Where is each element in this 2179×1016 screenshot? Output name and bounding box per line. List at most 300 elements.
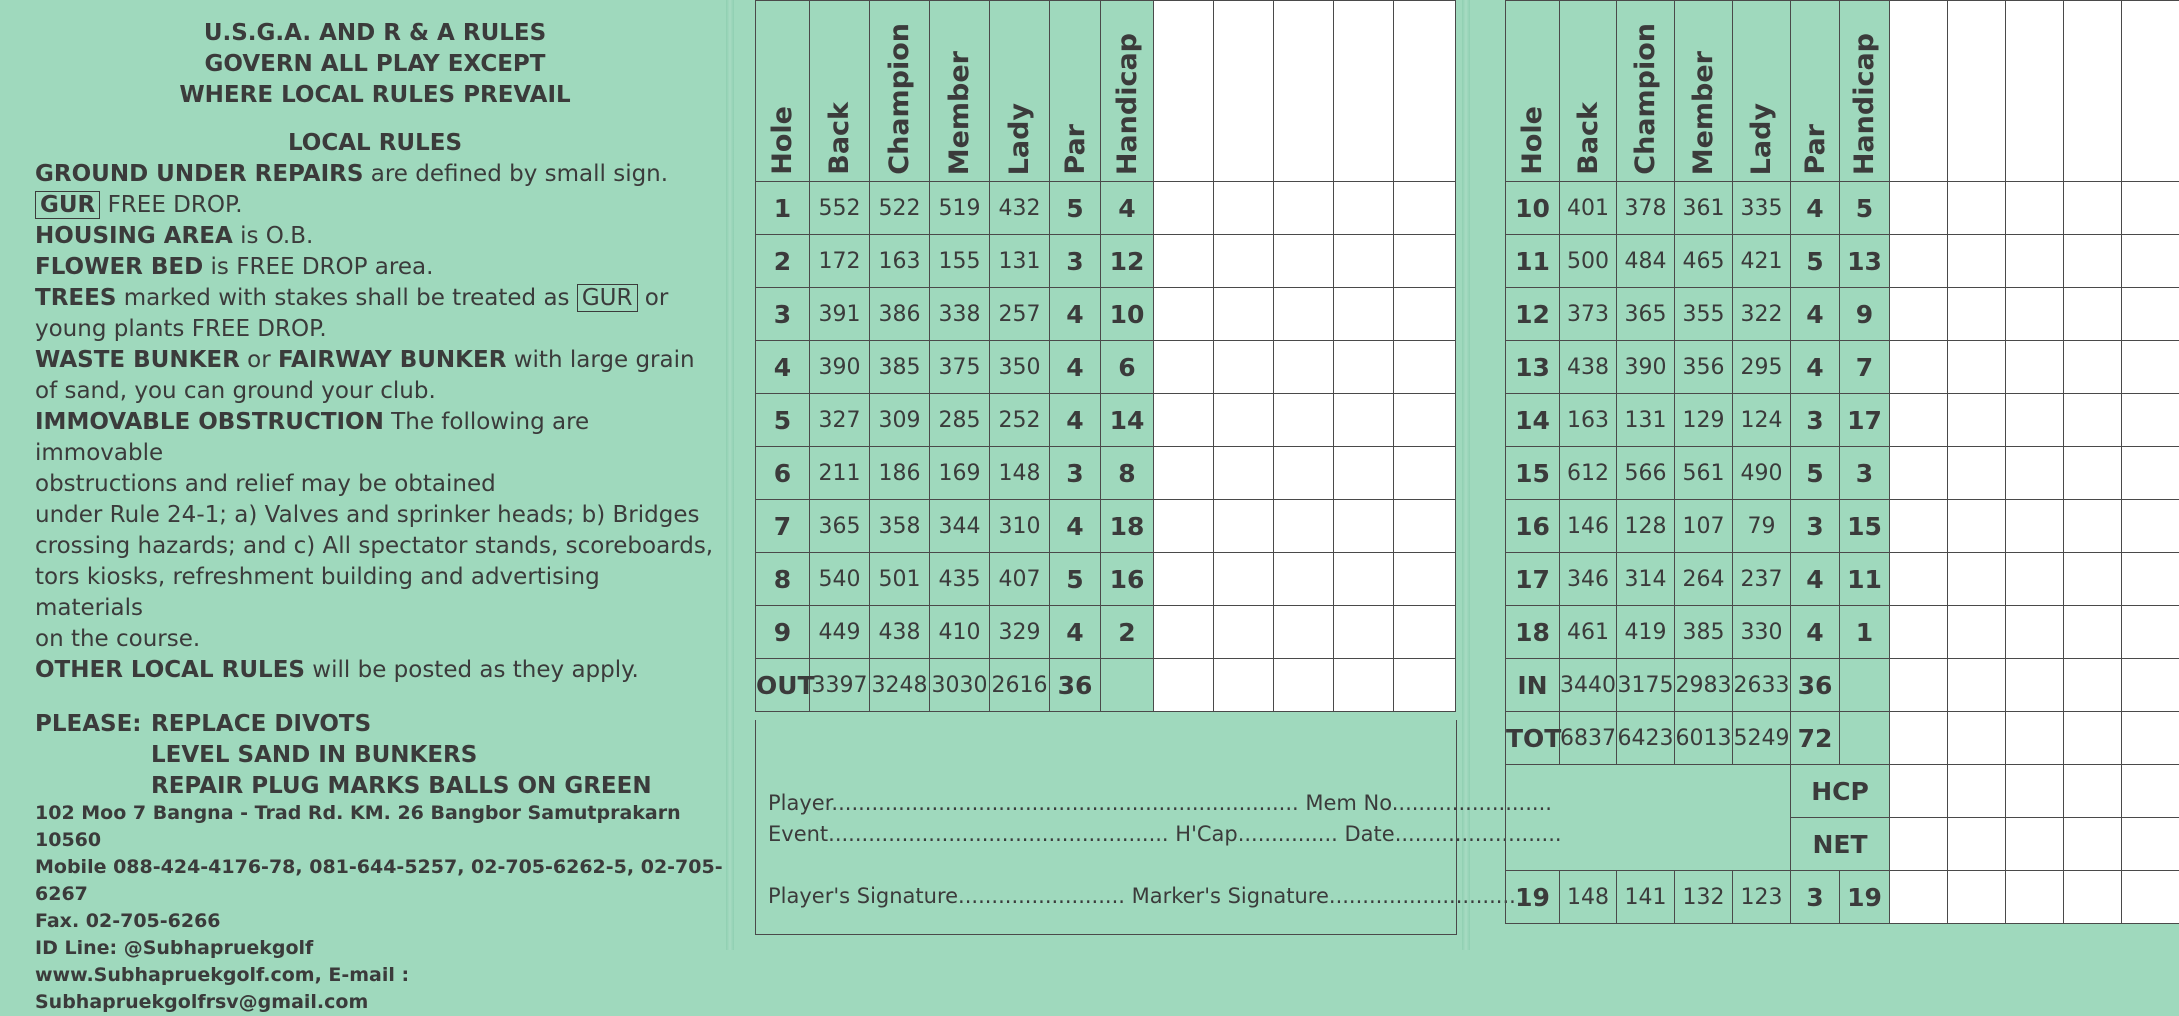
cell-back: 365 (810, 500, 870, 553)
cell-member: 155 (930, 235, 990, 288)
please-item: LEVEL SAND IN BUNKERS (35, 740, 715, 771)
cell-lady: 124 (1733, 394, 1791, 447)
cell-handicap: 4 (1101, 182, 1154, 235)
hole-row (1506, 659, 2179, 712)
address-line: ID Line: @Subhapruekgolf (35, 935, 725, 962)
cell-handicap (1101, 659, 1154, 712)
score-cell[interactable] (1394, 659, 1456, 712)
cell-lady: 148 (990, 447, 1050, 500)
cell-champion: 484 (1617, 235, 1675, 288)
score-cell[interactable] (1214, 606, 1274, 659)
cell-lady: 237 (1733, 553, 1791, 606)
rule-label: HOUSING AREA (35, 223, 233, 249)
cell-lady: 310 (990, 500, 1050, 553)
score-header-cell[interactable] (1214, 1, 1274, 182)
score-cell[interactable] (1214, 288, 1274, 341)
score-cell[interactable] (1890, 500, 1948, 553)
cell-lady: 2616 (990, 659, 1050, 712)
cell-champion: 128 (1617, 500, 1675, 553)
cell-back: 327 (810, 394, 870, 447)
cell-handicap: 15 (1840, 500, 1890, 553)
cell-handicap: 12 (1101, 235, 1154, 288)
score-cell[interactable] (1154, 288, 1214, 341)
score-cell[interactable] (1948, 553, 2006, 606)
cell-back: 211 (810, 447, 870, 500)
score-cell[interactable] (2122, 659, 2179, 712)
score-cell[interactable] (1154, 447, 1214, 500)
score-cell[interactable] (1948, 818, 2006, 871)
hole-row (756, 394, 1456, 447)
cell-hole: 3 (756, 288, 810, 341)
score-cell[interactable] (2006, 765, 2064, 818)
signature-field[interactable]: Player's Signature......................... Marker's Signature............................ (768, 884, 1516, 908)
score-header-cell[interactable] (1890, 1, 1948, 182)
score-cell[interactable] (2006, 235, 2064, 288)
gur-sign: GUR (35, 191, 100, 219)
score-cell[interactable] (1948, 500, 2006, 553)
score-cell[interactable] (2064, 553, 2122, 606)
cell-par: 5 (1791, 235, 1840, 288)
cell-handicap: 7 (1840, 341, 1890, 394)
score-cell[interactable] (1274, 394, 1334, 447)
score-cell[interactable] (1274, 288, 1334, 341)
score-cell[interactable] (2064, 712, 2122, 765)
cell-back: 391 (810, 288, 870, 341)
score-cell[interactable] (2122, 235, 2179, 288)
score-cell[interactable] (1214, 659, 1274, 712)
rule-label: FLOWER BED (35, 254, 203, 280)
cell-lady: 5249 (1733, 712, 1791, 765)
column-header-back (1560, 1, 1617, 182)
score-cell[interactable] (1334, 553, 1394, 606)
cell-back: 540 (810, 553, 870, 606)
hole-row (756, 341, 1456, 394)
cell-handicap: 18 (1101, 500, 1154, 553)
score-cell[interactable] (1890, 394, 1948, 447)
cell-lady: 79 (1733, 500, 1791, 553)
score-cell[interactable] (1890, 553, 1948, 606)
score-cell[interactable] (1154, 341, 1214, 394)
cell-back: 146 (1560, 500, 1617, 553)
gur-sign: GUR (577, 284, 638, 312)
cell-lady: 252 (990, 394, 1050, 447)
score-header-cell[interactable] (2064, 1, 2122, 182)
cell-champion: 386 (870, 288, 930, 341)
column-header-label: Back (824, 94, 855, 175)
cell-member: 355 (1675, 288, 1733, 341)
cell-back: 163 (1560, 394, 1617, 447)
course-address (35, 800, 725, 1016)
score-cell[interactable] (1334, 235, 1394, 288)
cell-champion: 309 (870, 394, 930, 447)
cell-hole: 2 (756, 235, 810, 288)
rule-line: tors kiosks, refreshment building and advertising materials (35, 562, 715, 624)
cell-hole: 18 (1506, 606, 1560, 659)
score-cell[interactable] (1890, 606, 1948, 659)
score-cell[interactable] (2006, 712, 2064, 765)
score-cell[interactable] (2006, 659, 2064, 712)
score-cell[interactable] (2064, 818, 2122, 871)
cell-hole: OUT (756, 659, 810, 712)
score-cell[interactable] (1890, 235, 1948, 288)
cell-lady: 335 (1733, 182, 1791, 235)
player-field[interactable]: Player...................................................................... Mem No........................ (768, 791, 1552, 815)
cell-back: 552 (810, 182, 870, 235)
score-cell[interactable] (1890, 341, 1948, 394)
rule-text: The following are immovable (35, 409, 589, 466)
cell-lady: 350 (990, 341, 1050, 394)
score-cell[interactable] (1394, 606, 1456, 659)
score-cell[interactable] (1214, 235, 1274, 288)
score-cell[interactable] (2006, 500, 2064, 553)
cell-champion: 385 (870, 341, 930, 394)
score-cell[interactable] (2064, 341, 2122, 394)
hole-row (756, 235, 1456, 288)
score-cell[interactable] (1214, 500, 1274, 553)
cell-handicap: 1 (1840, 606, 1890, 659)
score-cell[interactable] (2122, 394, 2179, 447)
cell-champion: 365 (1617, 288, 1675, 341)
score-cell[interactable] (2122, 818, 2179, 871)
cell-hole: 8 (756, 553, 810, 606)
cell-back: 3397 (810, 659, 870, 712)
score-cell[interactable] (2122, 871, 2179, 924)
score-cell[interactable] (1154, 553, 1214, 606)
score-cell[interactable] (1948, 606, 2006, 659)
score-cell[interactable] (1948, 712, 2006, 765)
please-label: PLEASE: (35, 709, 151, 740)
score-cell[interactable] (1948, 765, 2006, 818)
column-header-label: Champion (884, 15, 915, 175)
score-cell[interactable] (1948, 659, 2006, 712)
column-header-champion (870, 1, 930, 182)
score-header-cell[interactable] (1394, 1, 1456, 182)
score-cell[interactable] (1274, 606, 1334, 659)
score-cell[interactable] (2122, 500, 2179, 553)
score-cell[interactable] (2006, 288, 2064, 341)
score-cell[interactable] (1948, 288, 2006, 341)
cell-handicap: 17 (1840, 394, 1890, 447)
score-cell[interactable] (1948, 235, 2006, 288)
cell-par: 5 (1050, 182, 1101, 235)
score-cell[interactable] (2122, 182, 2179, 235)
score-cell[interactable] (1890, 712, 1948, 765)
rule-line: on the course. (35, 624, 715, 655)
rule-label: IMMOVABLE OBSTRUCTION (35, 409, 384, 435)
score-cell[interactable] (1334, 447, 1394, 500)
hcp-row-label: HCP (1791, 765, 1890, 818)
cell-member: 561 (1675, 447, 1733, 500)
score-cell[interactable] (1948, 341, 2006, 394)
cell-handicap: 9 (1840, 288, 1890, 341)
address-line: Mobile 088-424-4176-78, 081-644-5257, 02-705-6262-5, 02-705-6267 (35, 854, 725, 908)
column-header-label: Handicap (1112, 25, 1143, 175)
cell-hole: 1 (756, 182, 810, 235)
score-cell[interactable] (2006, 341, 2064, 394)
cell-par: 4 (1791, 606, 1840, 659)
cell-member: 385 (1675, 606, 1733, 659)
score-cell[interactable] (2006, 818, 2064, 871)
event-field[interactable]: Event................................................... H'Cap............... Date......................... (768, 822, 1562, 846)
score-cell[interactable] (2122, 553, 2179, 606)
score-cell[interactable] (2122, 606, 2179, 659)
score-cell[interactable] (1154, 606, 1214, 659)
score-cell[interactable] (1274, 659, 1334, 712)
hole-row (756, 659, 1456, 712)
score-cell[interactable] (1334, 394, 1394, 447)
local-rules-panel (0, 0, 728, 950)
score-cell[interactable] (1154, 394, 1214, 447)
score-cell[interactable] (1154, 659, 1214, 712)
score-cell[interactable] (1394, 394, 1456, 447)
score-cell[interactable] (1394, 341, 1456, 394)
score-cell[interactable] (2064, 447, 2122, 500)
score-cell[interactable] (1394, 182, 1456, 235)
cell-par: 4 (1791, 341, 1840, 394)
blank-area (1506, 765, 1791, 871)
score-cell[interactable] (1334, 606, 1394, 659)
column-header-par (1050, 1, 1101, 182)
score-cell[interactable] (2064, 235, 2122, 288)
cell-hole: 15 (1506, 447, 1560, 500)
score-cell[interactable] (1948, 182, 2006, 235)
column-header-lady (1733, 1, 1791, 182)
hole-row (1506, 235, 2179, 288)
cell-member: 410 (930, 606, 990, 659)
cell-back: 148 (1560, 871, 1617, 924)
score-cell[interactable] (1274, 447, 1334, 500)
cell-member: 435 (930, 553, 990, 606)
score-cell[interactable] (1890, 288, 1948, 341)
score-cell[interactable] (2006, 447, 2064, 500)
score-cell[interactable] (1274, 182, 1334, 235)
cell-back: 390 (810, 341, 870, 394)
score-cell[interactable] (2006, 182, 2064, 235)
cell-handicap (1840, 659, 1890, 712)
cell-champion: 358 (870, 500, 930, 553)
cell-handicap: 11 (1840, 553, 1890, 606)
score-cell[interactable] (1394, 553, 1456, 606)
score-header-cell[interactable] (1154, 1, 1214, 182)
score-cell[interactable] (1890, 818, 1948, 871)
cell-back: 3440 (1560, 659, 1617, 712)
cell-member: 375 (930, 341, 990, 394)
rule-trees (35, 283, 715, 314)
score-header-cell[interactable] (1948, 1, 2006, 182)
score-cell[interactable] (1394, 288, 1456, 341)
score-cell[interactable] (2064, 871, 2122, 924)
score-cell[interactable] (1890, 765, 1948, 818)
score-cell[interactable] (2006, 871, 2064, 924)
cell-par: 4 (1050, 288, 1101, 341)
score-header-cell[interactable] (1274, 1, 1334, 182)
rule-flower (35, 252, 715, 283)
score-cell[interactable] (1274, 553, 1334, 606)
score-cell[interactable] (1890, 871, 1948, 924)
column-header-label: Lady (1746, 95, 1777, 175)
rule-label: WASTE BUNKER (35, 347, 240, 373)
cell-member: 132 (1675, 871, 1733, 924)
cell-champion: 3175 (1617, 659, 1675, 712)
score-cell[interactable] (2122, 712, 2179, 765)
score-cell[interactable] (1154, 235, 1214, 288)
score-cell[interactable] (1334, 500, 1394, 553)
score-cell[interactable] (1890, 447, 1948, 500)
score-cell[interactable] (1890, 182, 1948, 235)
cell-hole: 13 (1506, 341, 1560, 394)
score-cell[interactable] (1890, 659, 1948, 712)
score-cell[interactable] (1948, 871, 2006, 924)
score-cell[interactable] (2064, 765, 2122, 818)
score-cell[interactable] (2064, 500, 2122, 553)
cell-handicap: 6 (1101, 341, 1154, 394)
score-cell[interactable] (1214, 553, 1274, 606)
cell-back: 449 (810, 606, 870, 659)
cell-handicap: 8 (1101, 447, 1154, 500)
score-cell[interactable] (1334, 288, 1394, 341)
column-header-handicap (1101, 1, 1154, 182)
column-header-member (930, 1, 990, 182)
cell-par: 3 (1791, 871, 1840, 924)
hole-row (1506, 500, 2179, 553)
score-cell[interactable] (1214, 447, 1274, 500)
cell-champion: 438 (870, 606, 930, 659)
rule-label: GROUND UNDER REPAIRS (35, 161, 363, 187)
rule-line: obstructions and relief may be obtained (35, 469, 715, 500)
player-info-box (755, 720, 1457, 935)
cell-handicap: 13 (1840, 235, 1890, 288)
hole-row (1506, 871, 2179, 924)
cell-handicap: 5 (1840, 182, 1890, 235)
cell-champion: 186 (870, 447, 930, 500)
score-cell[interactable] (1214, 182, 1274, 235)
score-cell[interactable] (1394, 447, 1456, 500)
cell-handicap: 10 (1101, 288, 1154, 341)
cell-handicap: 16 (1101, 553, 1154, 606)
score-cell[interactable] (1274, 235, 1334, 288)
score-cell[interactable] (2122, 288, 2179, 341)
column-header-member (1675, 1, 1733, 182)
rule-text: FREE DROP. (100, 192, 242, 218)
score-cell[interactable] (1154, 182, 1214, 235)
cell-par: 3 (1050, 235, 1101, 288)
column-header-handicap (1840, 1, 1890, 182)
score-cell[interactable] (2064, 182, 2122, 235)
cell-member: 465 (1675, 235, 1733, 288)
cell-par: 36 (1050, 659, 1101, 712)
score-cell[interactable] (1214, 341, 1274, 394)
cell-back: 612 (1560, 447, 1617, 500)
rule-waste (35, 345, 715, 376)
score-cell[interactable] (1948, 447, 2006, 500)
rule-text: with large grain (506, 347, 694, 373)
score-cell[interactable] (1334, 341, 1394, 394)
cell-hole: IN (1506, 659, 1560, 712)
score-header-cell[interactable] (2006, 1, 2064, 182)
cell-par: 3 (1050, 447, 1101, 500)
cell-champion: 6423 (1617, 712, 1675, 765)
score-cell[interactable] (1394, 500, 1456, 553)
column-header-label: Back (1573, 94, 1604, 175)
cell-back: 500 (1560, 235, 1617, 288)
rules-header (35, 18, 715, 111)
score-cell[interactable] (2122, 341, 2179, 394)
column-header-label: Hole (1517, 98, 1548, 175)
score-cell[interactable] (1334, 182, 1394, 235)
cell-member: 264 (1675, 553, 1733, 606)
score-header-cell[interactable] (2122, 1, 2179, 182)
net-row-label: NET (1791, 818, 1890, 871)
cell-champion: 314 (1617, 553, 1675, 606)
hole-row (756, 447, 1456, 500)
cell-back: 373 (1560, 288, 1617, 341)
score-cell[interactable] (2064, 288, 2122, 341)
cell-lady: 432 (990, 182, 1050, 235)
cell-lady: 123 (1733, 871, 1791, 924)
hole-row (756, 553, 1456, 606)
cell-back: 461 (1560, 606, 1617, 659)
hole-row (1506, 606, 2179, 659)
score-cell[interactable] (2006, 606, 2064, 659)
rule-gur-drop (35, 190, 715, 221)
cell-lady: 2633 (1733, 659, 1791, 712)
hole-row (756, 288, 1456, 341)
cell-back: 401 (1560, 182, 1617, 235)
cell-member: 285 (930, 394, 990, 447)
please-line (35, 709, 715, 740)
score-cell[interactable] (2006, 553, 2064, 606)
rule-text: is O.B. (233, 223, 314, 249)
cell-par: 4 (1791, 553, 1840, 606)
hole-row (756, 606, 1456, 659)
cell-champion: 390 (1617, 341, 1675, 394)
front-nine-table (755, 0, 1456, 712)
cell-member: 2983 (1675, 659, 1733, 712)
cell-par: 5 (1050, 553, 1101, 606)
score-cell[interactable] (2064, 606, 2122, 659)
rule-label: TREES (35, 285, 116, 311)
column-header-label: Lady (1004, 95, 1035, 175)
hole-row (1506, 341, 2179, 394)
column-header-label: Member (944, 43, 975, 175)
column-header-label: Par (1800, 116, 1831, 175)
column-header-label: Hole (767, 98, 798, 175)
score-cell[interactable] (1948, 394, 2006, 447)
cell-hole: 19 (1506, 871, 1560, 924)
score-cell[interactable] (2122, 447, 2179, 500)
score-cell[interactable] (2006, 394, 2064, 447)
address-line: 102 Moo 7 Bangna - Trad Rd. KM. 26 Bangbor Samutprakarn 10560 (35, 800, 725, 854)
score-cell[interactable] (1154, 500, 1214, 553)
cell-hole: 5 (756, 394, 810, 447)
score-cell[interactable] (2122, 765, 2179, 818)
cell-hole: 16 (1506, 500, 1560, 553)
rule-other (35, 655, 715, 686)
local-rules-title: LOCAL RULES (35, 128, 715, 159)
hole-row (1506, 712, 2179, 765)
score-cell[interactable] (2064, 394, 2122, 447)
score-cell[interactable] (1334, 659, 1394, 712)
score-cell[interactable] (1274, 500, 1334, 553)
score-cell[interactable] (1214, 394, 1274, 447)
score-cell[interactable] (1394, 235, 1456, 288)
score-cell[interactable] (2064, 659, 2122, 712)
score-header-cell[interactable] (1334, 1, 1394, 182)
cell-handicap: 3 (1840, 447, 1890, 500)
header-line: GOVERN ALL PLAY EXCEPT (35, 49, 715, 80)
column-header-back (810, 1, 870, 182)
score-cell[interactable] (1274, 341, 1334, 394)
